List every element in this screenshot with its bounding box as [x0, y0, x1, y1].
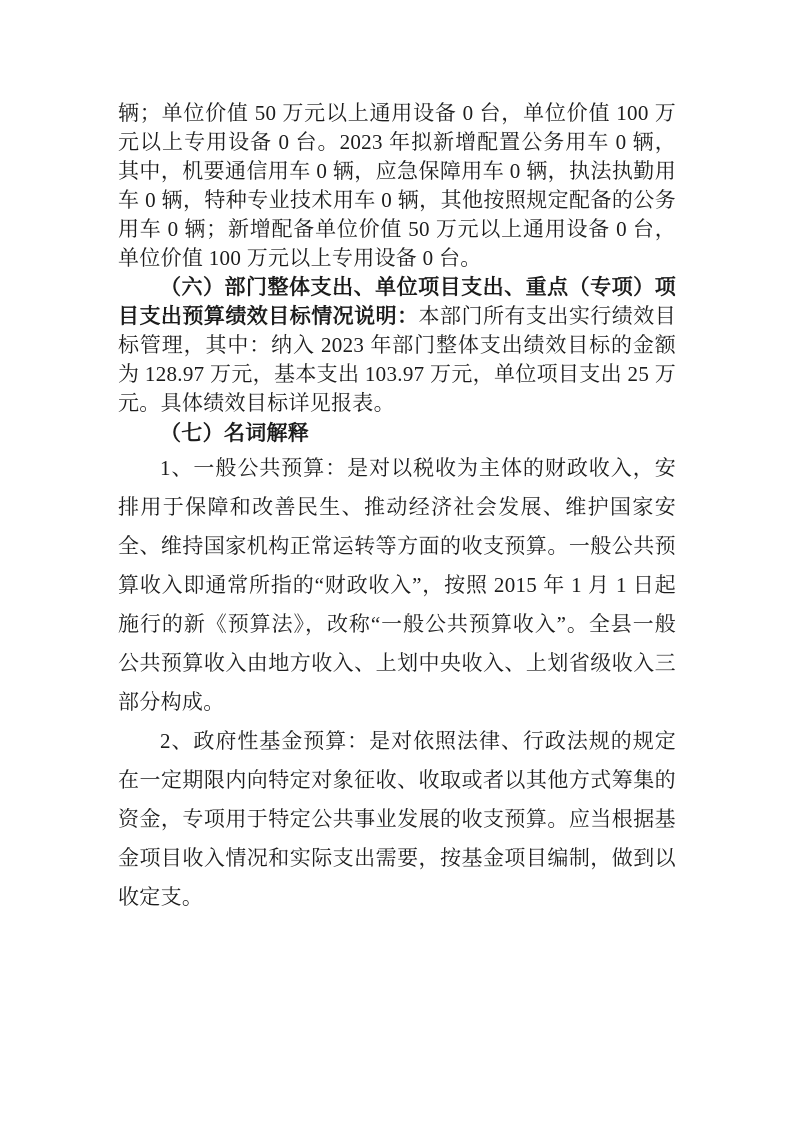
section6-body-text: 本部门所有支出实行绩效目标管理，其中：纳入 2023 年部门整体支出绩效目标的金额为 128.97 万元，基本支出 103.97 万元，单位项目支出 25 万元。具体绩效目标详见报表。: [118, 304, 676, 415]
paragraph-section6-performance-targets: [118, 273, 676, 418]
section6-heading-text: （六）部门整体支出、单位项目支出、重点（专项）项目支出预算绩效目标情况说明：: [118, 275, 676, 328]
paragraph-vehicle-equipment: 辆；单位价值 50 万元以上通用设备 0 台，单位价值 100 万元以上专用设备 0 台。2023 年拟新增配置公务用车 0 辆，其中，机要通信用车 0 辆，应急保障用车 0 辆，执法执勤用车 0 辆，特种专业技术用车 0 辆，其他按照规定配备的公务用车 0 辆；新增配备单位价值 50 万元以上通用设备 0 台，单位价值 100 万元以上专用设备 0 台。: [118, 101, 676, 270]
paragraph-term-general-public-budget: 1、一般公共预算：是对以税收为主体的财政收入，安排用于保障和改善民生、推动经济社会发展、维护国家安全、维持国家机构正常运转等方面的收支预算。一般公共预算收入即通常所指的“财政收入”，按照 2015 年 1 月 1 日起施行的新《预算法》，改称“一般公共预算收入”。全县一般公共预算收入由地方收入、上划中央收入、上划省级收入三部分构成。: [118, 456, 676, 714]
paragraph-term-government-fund-budget: 2、政府性基金预算：是对依照法律、行政法规的规定在一定期限内向特定对象征收、收取或者以其他方式筹集的资金，专项用于特定公共事业发展的收支预算。应当根据基金项目收入情况和实际支出需要，按基金项目编制，做到以收定支。: [118, 729, 676, 909]
section7-heading: （七）名词解释: [160, 421, 310, 445]
